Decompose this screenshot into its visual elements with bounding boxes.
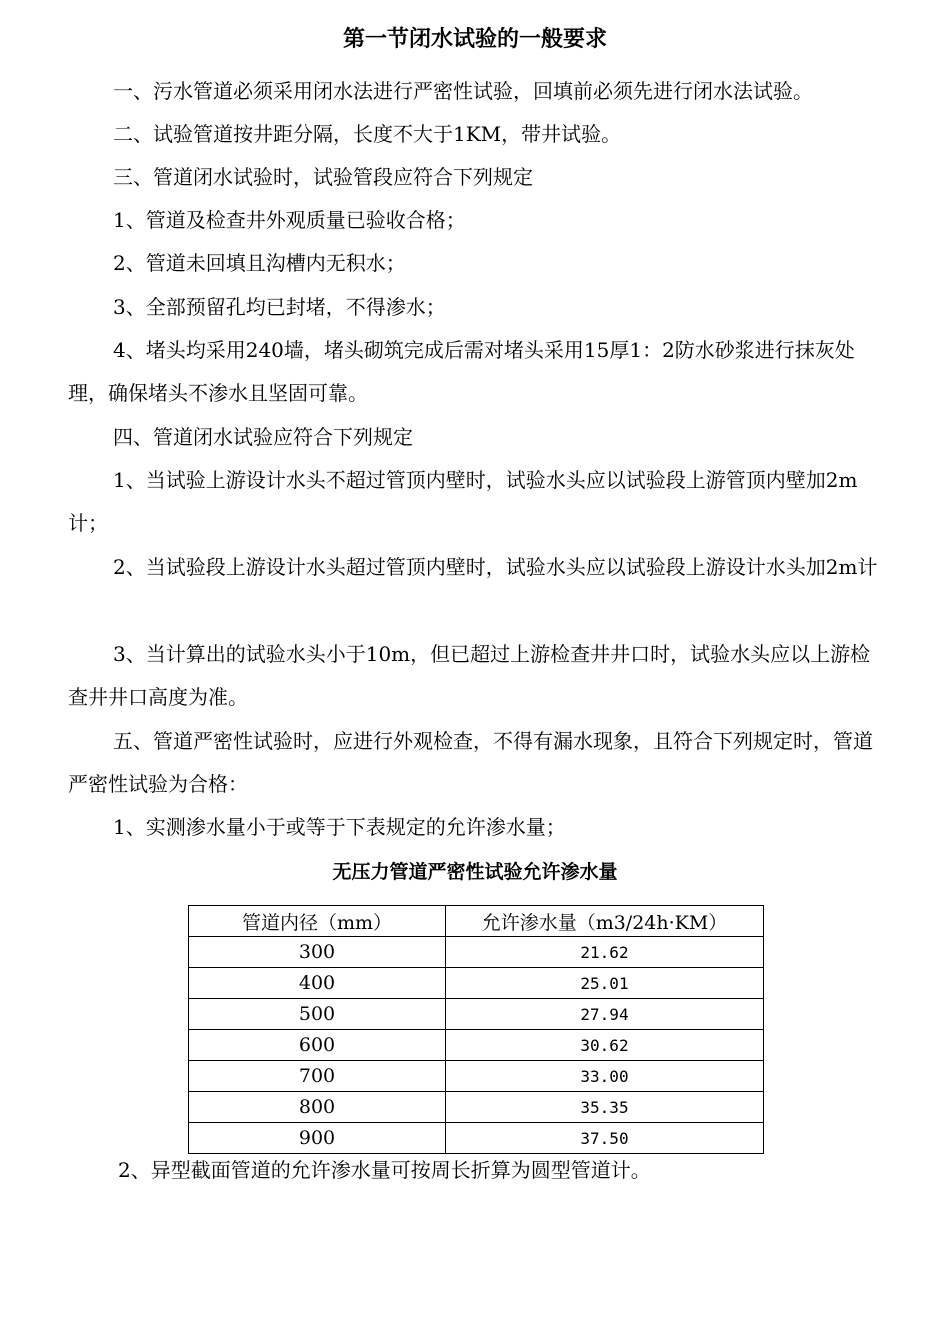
paragraph-7: 4、堵头均采用240墙，堵头砌筑完成后需对堵头采用15厚1：2防水砂浆进行抹灰处理，确保堵头不渗水且坚固可靠。 [68, 338, 855, 405]
cell-seepage: 35.35 [446, 1092, 764, 1123]
paragraph-1: 一、污水管道必须采用闭水法进行严密性试验，回填前必须先进行闭水法试验。 [113, 79, 813, 103]
paragraph-3: 三、管道闭水试验时，试验管段应符合下列规定 [113, 165, 533, 189]
paragraph-11: 3、当计算出的试验水头小于10m，但已超过上游检查井井口时，试验水头应以上游检查井井口高度为准。 [68, 642, 871, 709]
cell-diameter: 800 [189, 1092, 446, 1123]
table-title: 无压力管道严密性试验允许渗水量 [332, 861, 618, 883]
table-row [189, 1123, 764, 1154]
paragraph-8: 四、管道闭水试验应符合下列规定 [113, 425, 413, 449]
table-row [189, 968, 764, 999]
cell-seepage: 33.00 [446, 1061, 764, 1092]
cell-seepage: 30.62 [446, 1030, 764, 1061]
cell-diameter: 900 [189, 1123, 446, 1154]
table-row [189, 937, 764, 968]
cell-seepage: 25.01 [446, 968, 764, 999]
paragraph-12: 五、管道严密性试验时，应进行外观检查，不得有漏水现象，且符合下列规定时，管道严密性试验为合格： [68, 729, 873, 796]
paragraph-5: 2、管道未回填且沟槽内无积水； [113, 251, 406, 275]
after-table-paragraph: 2、异型截面管道的允许渗水量可按周长折算为圆型管道计。 [118, 1158, 651, 1182]
seepage-table [188, 905, 764, 1154]
header-allowed-seepage: 允许渗水量（m3/24h·KM） [446, 906, 764, 937]
page-title: 第一节闭水试验的一般要求 [342, 27, 607, 52]
paragraph-2: 二、试验管道按井距分隔，长度不大于1KM，带井试验。 [113, 122, 622, 146]
table-row [189, 999, 764, 1030]
paragraph-10: 2、当试验段上游设计水头超过管顶内壁时，试验水头应以试验段上游设计水头加2m计 [113, 555, 878, 579]
paragraph-13: 1、实测渗水量小于或等于下表规定的允许渗水量； [113, 815, 566, 839]
table-row [189, 1061, 764, 1092]
cell-diameter: 700 [189, 1061, 446, 1092]
paragraph-9: 1、当试验上游设计水头不超过管顶内壁时，试验水头应以试验段上游管顶内壁加2m计； [68, 468, 858, 535]
cell-seepage: 37.50 [446, 1123, 764, 1154]
cell-diameter: 600 [189, 1030, 446, 1061]
header-pipe-diameter: 管道内径（mm） [189, 906, 446, 937]
table-header-row [189, 906, 764, 937]
paragraph-4: 1、管道及检查井外观质量已验收合格； [113, 208, 466, 232]
table-row [189, 1030, 764, 1061]
table-row [189, 1092, 764, 1123]
cell-seepage: 21.62 [446, 937, 764, 968]
cell-diameter: 300 [189, 937, 446, 968]
cell-diameter: 400 [189, 968, 446, 999]
paragraph-6: 3、全部预留孔均已封堵，不得渗水； [113, 295, 446, 319]
cell-seepage: 27.94 [446, 999, 764, 1030]
cell-diameter: 500 [189, 999, 446, 1030]
